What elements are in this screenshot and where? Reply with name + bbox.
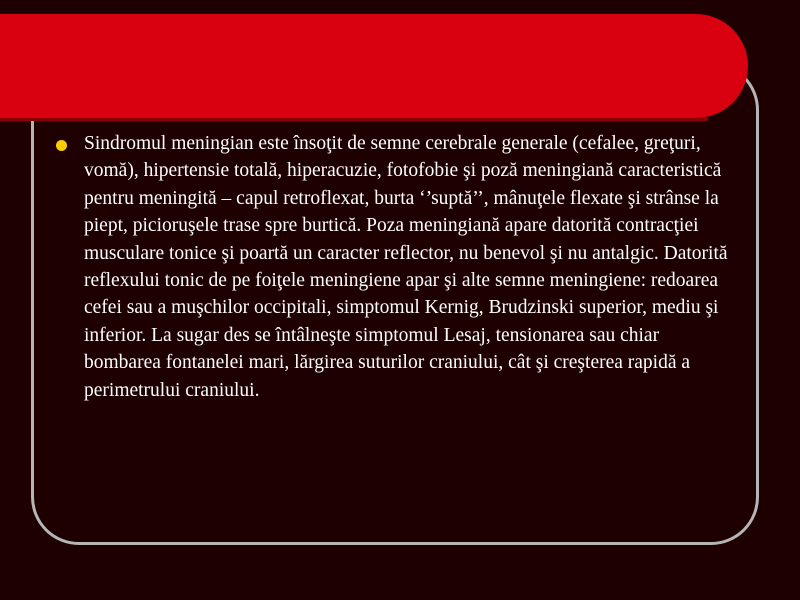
bullet-item — [52, 130, 732, 404]
bullet-text: Sindromul meningian este însoţit de semne cerebrale generale (cefalee, greţuri, vomă), hipertensie totală, hiperacuzie, fotofobie şi poză meningiană caracteristică pentru meningită – capul retroflexat, burta ‘’suptă’’, mânuţele flexate şi strânse la piept, picioruşele trase spre burtică. Poza meningiană apare datorită contracţiei musculare tonice şi poartă un caracter reflector, nu benevol şi nu antalgic. Datorită reflexului tonic de pe foiţele meningiene apar şi alte semne meningiene: redoarea cefei sau a muşchilor occipitali, simptomul Kernig, Brudzinski superior, mediu şi inferior. La sugar des se întâlneşte simptomul Lesaj, tensionarea sau chiar bombarea fontanelei mari, lărgirea suturilor craniului, cât şi creşterea rapidă a perimetrului craniului. — [84, 133, 728, 401]
slide-content — [52, 130, 732, 404]
bullet-dot-icon — [56, 140, 67, 151]
header-band — [0, 14, 748, 118]
header-divider — [0, 118, 708, 121]
